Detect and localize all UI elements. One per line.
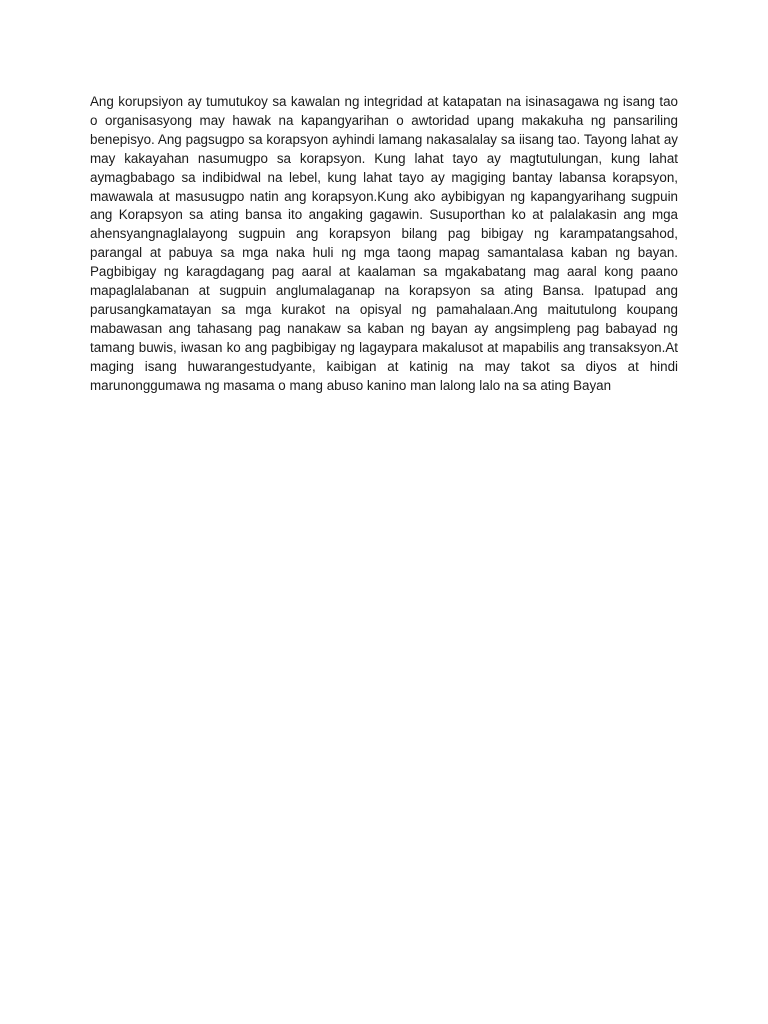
essay-paragraph: Ang korupsiyon ay tumutukoy sa kawalan ng integridad at katapatan na isinasagawa ng isang tao o organisasyong may hawak na kapangyarihan o awtoridad upang makakuha ng pansariling benepisyo. Ang pagsugpo sa korapsyon ayhindi lamang nakasalalay sa iisang tao. Tayong lahat ay may kakayahan nasumugpo sa korapsyon. Kung lahat tayo ay magtutulungan, kung lahat aymagbabago sa indibidwal na lebel, kung lahat tayo ay magiging bantay labansa korapsyon, mawawala at masusugpo natin ang korapsyon.Kung ako aybibigyan ng kapangyarihang sugpuin ang Korapsyon sa ating bansa ito angaking gagawin. Susuporthan ko at palalakasin ang mga ahensyangnaglalayong sugpuin ang korapsyon bilang pag bibigay ng karampatangsahod, parangal at pabuya sa mga naka huli ng mga taong mapag samantalasa kaban ng bayan. Pagbibigay ng karagdagang pag aaral at kaalaman sa mgakabatang mag aaral kong paano mapaglalabanan at sugpuin anglumalaganap na korapsyon sa ating Bansa. Ipatupad ang parusangkamatayan sa mga kurakot na opisyal ng pamahalaan.Ang maitutulong koupang mabawasan ang tahasang pag nanakaw sa kaban ng bayan ay angsimpleng pag babayad ng tamang buwis, iwasan ko ang pagbibigay ng lagaypara makalusot at mapabilis ang transaksyon.At maging isang huwarangestudyante, kaibigan at katinig na may takot sa diyos at hindi marunonggumawa ng masama o mang abuso kanino man lalong lalo na sa ating Bayan	[90, 94, 678, 393]
